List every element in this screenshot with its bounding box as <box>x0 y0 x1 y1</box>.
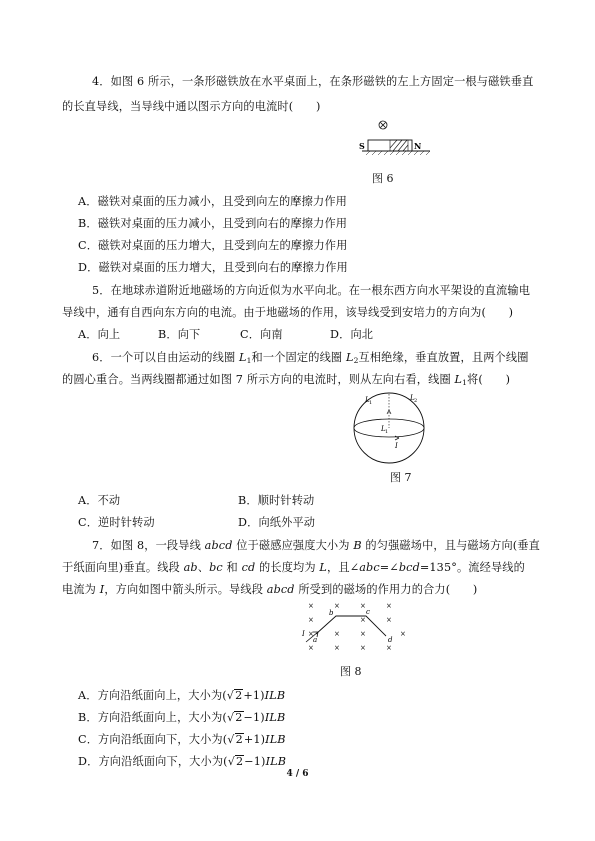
svg-text:×: × <box>386 602 392 610</box>
q4-option-d: D．磁铁对桌面的压力增大，且受到向右的摩擦力作用 <box>78 261 348 274</box>
q5-option-b: B．向下 <box>158 328 201 341</box>
svg-text:×: × <box>334 644 340 652</box>
svg-text:×: × <box>308 630 314 638</box>
q6-option-a: A．不动 <box>78 494 121 507</box>
q7-option-d: D．方向沿纸面向下，大小为(√2−1)ILB <box>78 755 287 768</box>
q6-option-b: B．顺时针转动 <box>238 494 315 507</box>
figure-6-caption: 图 6 <box>372 172 394 185</box>
q7-option-a: A．方向沿纸面向上，大小为(√2+1)ILB <box>78 689 286 702</box>
magnetic-field-crosses <box>308 602 406 652</box>
q7-option-b: B．方向沿纸面向上，大小为(√2−1)ILB <box>78 711 286 724</box>
q7-stem-line1: 7．如图 8，一段导线 abcd 位于磁感应强度大小为 B 的匀强磁场中，且与磁场方向(垂直 <box>92 539 540 552</box>
svg-text:×: × <box>308 644 314 652</box>
svg-text:×: × <box>308 602 314 610</box>
q5-stem-line2: 导线中，通有自西向东方向的电流。由于地磁场的作用，该导线受到安培力的方向为( ) <box>62 306 514 319</box>
figure-8 <box>296 598 412 656</box>
label-b: b <box>329 609 334 617</box>
q7-stem-line2: 于纸面向里)垂直。线段 ab、bc 和 cd 的长度均为 L，且∠abc=∠bcd=135°。流经导线的 <box>62 561 525 574</box>
q5-option-c: C．向南 <box>240 328 283 341</box>
figure-7 <box>345 386 435 468</box>
coil-label-l1-top: L <box>365 396 370 404</box>
svg-text:2: 2 <box>414 398 418 404</box>
q6-option-d: D．向纸外平动 <box>238 516 316 529</box>
svg-text:×: × <box>360 630 366 638</box>
q6-stem-line2: 的圆心重合。当两线圈都通过如图 7 所示方向的电流时，则从左向右看，线圈 $L_1$将( ) <box>62 373 511 387</box>
q6-option-c: C．逆时针转动 <box>78 516 155 529</box>
q4-stem-line2: 的长直导线，当导线中通以图示方向的电流时( ) <box>62 100 321 113</box>
coil-label-l1: L <box>381 425 386 433</box>
q5-stem-line1: 5．在地球赤道附近地磁场的方向近似为水平向北。在一根东西方向水平架设的直流输电 <box>92 284 531 297</box>
label-c: c <box>366 608 370 616</box>
q7-option-c: C．方向沿纸面向下，大小为(√2+1)ILB <box>78 733 286 746</box>
q5-option-a: A．向上 <box>78 328 121 341</box>
q4-stem-line1: 4．如图 6 所示，一条形磁铁放在水平桌面上，在条形磁铁的左上方固定一根与磁铁垂直 <box>92 75 534 88</box>
magnet-label-s: S <box>359 141 365 151</box>
coil-label-l2: L <box>410 394 415 402</box>
label-i: I <box>302 630 305 638</box>
q5-option-d: D．向北 <box>330 328 374 341</box>
q4-option-a: A．磁铁对桌面的压力减小，且受到向左的摩擦力作用 <box>78 195 347 208</box>
figure-8-caption: 图 8 <box>340 665 362 678</box>
figure-6 <box>350 118 440 160</box>
svg-text:×: × <box>360 602 366 610</box>
figure-7-caption: 图 7 <box>390 471 412 484</box>
svg-text:×: × <box>386 644 392 652</box>
svg-text:×: × <box>334 630 340 638</box>
svg-text:1: 1 <box>385 429 389 435</box>
label-d: d <box>388 636 393 644</box>
q4-option-b: B．磁铁对桌面的压力减小，且受到向右的摩擦力作用 <box>78 217 348 230</box>
svg-text:×: × <box>360 616 366 624</box>
svg-text:×: × <box>400 630 406 638</box>
svg-text:×: × <box>360 644 366 652</box>
q4-option-c: C．磁铁对桌面的压力增大，且受到向左的摩擦力作用 <box>78 239 348 252</box>
q7-stem-line3: 电流为 I，方向如图中箭头所示。导线段 abcd 所受到的磁场的作用力的合力( ) <box>62 583 478 596</box>
svg-text:×: × <box>386 616 392 624</box>
current-label-i: I <box>395 442 398 450</box>
wire-abcd <box>316 616 386 636</box>
q6-stem-line1: 6．一个可以自由运动的线圈 $L_1$和一个固定的线圈 $L_2$互相绝缘，垂直放置，且两个线圈 <box>92 351 529 365</box>
svg-text:×: × <box>308 616 314 624</box>
svg-text:×: × <box>334 602 340 610</box>
page-number: 4 / 6 <box>286 769 309 779</box>
svg-text:1: 1 <box>369 400 373 406</box>
magnet-label-n: N <box>414 141 422 151</box>
label-a: a <box>313 636 318 644</box>
